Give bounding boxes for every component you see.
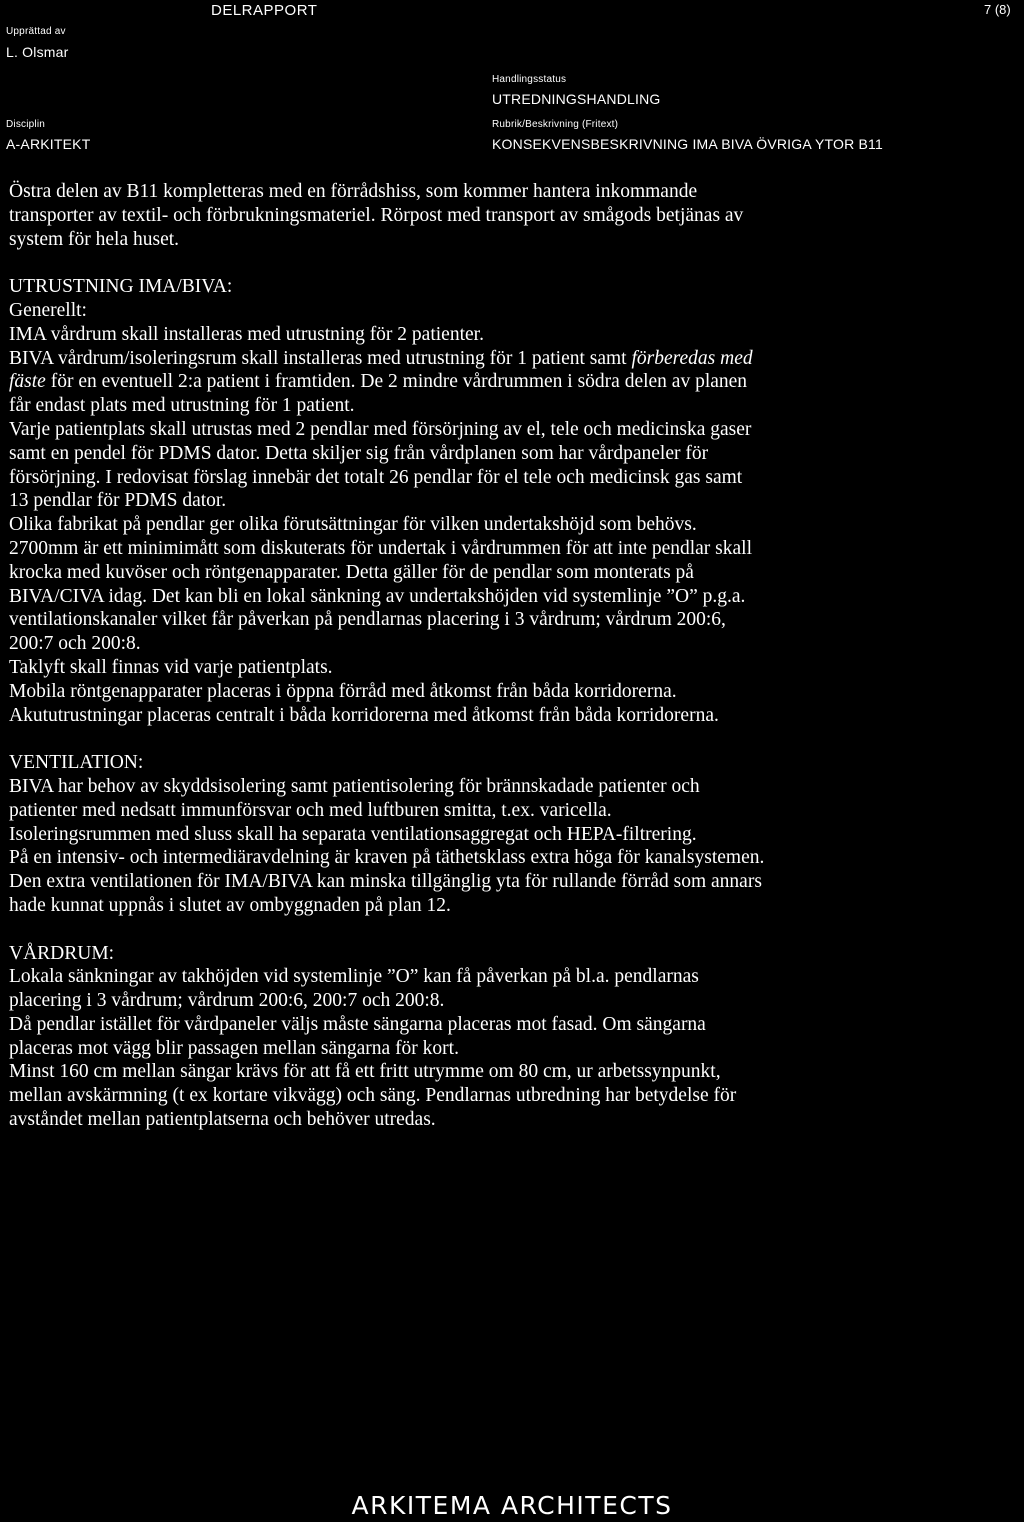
body-line: krocka med kuvöser och röntgenapparater. Detta gäller för de pendlar som monterats på [9, 561, 694, 583]
section-heading: VÅRDRUM: [9, 942, 115, 964]
emphasized-text: förberedas med [631, 347, 753, 369]
subject-label: Rubrik/Beskrivning (Fritext) [492, 119, 619, 130]
document-body [9, 180, 1009, 1132]
author-label: Upprättad av [6, 26, 66, 37]
body-line: Mobila röntgenapparater placeras i öppna förråd med åtkomst från båda korridorerna. [9, 680, 677, 702]
subject-value: KONSEKVENSBESKRIVNING IMA BIVA ÖVRIGA YTOR B11 [492, 136, 883, 152]
body-text-run: för en eventuell 2:a patient i framtiden. De 2 mindre vårdrummen i södra delen av planen [45, 371, 748, 393]
section-subheading: Generellt: [9, 299, 87, 321]
ventilation-section [9, 751, 1009, 918]
body-line: På en intensiv- och intermediäravdelning är kraven på täthetsklass extra höga för kanalsystemen. [9, 847, 765, 869]
body-line: placering i 3 vårdrum; vårdrum 200:6, 200:7 och 200:8. [9, 990, 445, 1012]
body-line: BIVA har behov av skyddsisolering samt patientisolering för brännskadade patienter och [9, 775, 700, 797]
body-line: Östra delen av B11 kompletteras med en förrådshiss, som kommer hantera inkommande [9, 181, 698, 202]
status-label: Handlingsstatus [492, 74, 567, 85]
body-line: placeras mot vägg blir passagen mellan sängarna för kort. [9, 1037, 459, 1059]
body-line: patienter med nedsatt immunförsvar och med luftburen smitta, t.ex. varicella. [9, 799, 612, 821]
body-line: Akututrustningar placeras centralt i båda korridorerna med åtkomst från båda korridorerna. [9, 704, 719, 726]
body-line [9, 370, 1009, 394]
body-line: får endast plats med utrustning för 1 patient. [9, 395, 355, 417]
body-text-run: BIVA vårdrum/isoleringsrum skall installeras med utrustning för 1 patient samt [9, 347, 632, 369]
body-line: Lokala sänkningar av takhöjden vid systemlinje ”O” kan få påverkan på bl.a. pendlarnas [9, 966, 699, 988]
body-line: 200:7 och 200:8. [9, 633, 141, 655]
author-name: L. Olsmar [6, 44, 69, 60]
section-heading: UTRUSTNING IMA/BIVA: [9, 276, 233, 298]
body-line: BIVA/CIVA idag. Det kan bli en lokal sänkning av undertakshöjden vid systemlinje ”O” p.g.a. [9, 585, 746, 607]
body-line: Då pendlar istället för vårdpaneler väljs måste sängarna placeras mot fasad. Om sängarna [9, 1013, 706, 1035]
patient-rooms-section [9, 942, 1009, 1132]
body-line: Olika fabrikat på pendlar ger olika förutsättningar för vilken undertakshöjd som behövs. [9, 514, 697, 536]
emphasized-text: fäste [9, 371, 46, 393]
equipment-section [9, 275, 1009, 727]
body-line: system för hela huset. [9, 228, 180, 250]
body-line: Isoleringsrummen med sluss skall ha separata ventilationsaggregat och HEPA-filtrering. [9, 823, 697, 845]
body-line: 2700mm är ett minimimått som diskuterats för undertak i vårdrummen för att inte pendlar skall [9, 537, 752, 559]
body-line: samt en pendel för PDMS dator. Detta skiljer sig från vårdplanen som har vårdpaneler för [9, 442, 709, 464]
discipline-label: Disciplin [6, 119, 46, 130]
intro-paragraph [9, 180, 1009, 251]
body-line: Varje patientplats skall utrustas med 2 pendlar med försörjning av el, tele och medicinska gaser [9, 418, 752, 440]
body-line: IMA vårdrum skall installeras med utrustning för 2 patienter. [9, 323, 484, 345]
body-line: Minst 160 cm mellan sängar krävs för att få ett fritt utrymme om 80 cm, ur arbetssynpunkt, [9, 1061, 721, 1083]
status-value: UTREDNINGSHANDLING [492, 91, 661, 107]
report-type: DELRAPPORT [211, 2, 318, 19]
body-line: transporter av textil- och förbrukningsmateriel. Rörpost med transport av smågods betjänas av [9, 204, 744, 226]
body-line: mellan avskärmning (t ex kortare vikvägg) och säng. Pendlarnas utbredning har betydelse för [9, 1085, 737, 1107]
body-line: ventilationskanaler vilket får påverkan på pendlarnas placering i 3 vårdrum; vårdrum 200:6, [9, 609, 726, 631]
body-line: Den extra ventilationen för IMA/BIVA kan minska tillgänglig yta för rullande förråd som annars [9, 871, 762, 893]
page-number: 7 (8) [984, 2, 1011, 17]
discipline-value: A-ARKITEKT [6, 136, 91, 152]
body-line: hade kunnat uppnås i slutet av ombyggnaden på plan 12. [9, 894, 451, 916]
footer-brand-logo: ARKITEMA ARCHITECTS [351, 1491, 673, 1520]
body-line: Taklyft skall finnas vid varje patientplats. [9, 656, 333, 678]
body-line: försörjning. I redovisat förslag innebär det totalt 26 pendlar för el tele och medicinsk gas samt [9, 466, 743, 488]
body-line: 13 pendlar för PDMS dator. [9, 490, 227, 512]
body-line [9, 347, 1009, 371]
section-heading: VENTILATION: [9, 752, 144, 774]
body-line: avståndet mellan patientplatserna och behöver utredas. [9, 1109, 436, 1131]
